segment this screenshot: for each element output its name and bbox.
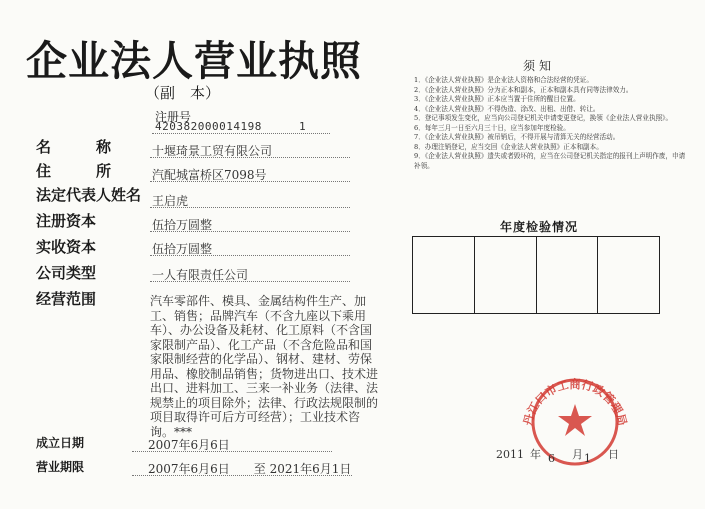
field-label-paid-capital: 实收资本 bbox=[36, 238, 97, 256]
issue-month-value: 6 bbox=[548, 452, 555, 465]
notice-list bbox=[414, 76, 686, 171]
field-rule bbox=[132, 451, 332, 452]
issue-day-unit: 日 bbox=[608, 448, 619, 461]
notice-item: 9．《企业法人营业执照》遗失或者毁坏的，应当在公司登记机关指定的报刊上声明作废，申请补领。 bbox=[414, 152, 686, 170]
document-subtitle: （副 本） bbox=[145, 84, 221, 102]
notice-item: 6．每年三月一日至六月三十日，应当参加年度检验。 bbox=[414, 123, 570, 132]
svg-text:丹江口市工商行政管理局: 丹江口市工商行政管理局 bbox=[520, 377, 630, 428]
notice-item: 7．《企业法人营业执照》被吊销后，不得开展与清算无关的经营活动。 bbox=[414, 133, 620, 141]
term-value: 2007年6月6日 至 2021年6月1日 bbox=[148, 462, 352, 476]
field-rule bbox=[150, 231, 350, 232]
issue-month-unit: 月 bbox=[572, 448, 583, 461]
field-value-reg-capital: 伍拾万圆整 bbox=[152, 218, 213, 232]
annual-check-title: 年度检验情况 bbox=[500, 220, 579, 234]
notice-item: 8．办理注销登记，应当交回《企业法人营业执照》正本和副本。 bbox=[414, 142, 603, 151]
field-label-name: 名 称 bbox=[36, 138, 112, 156]
issue-day-value: 1 bbox=[584, 452, 591, 465]
field-rule bbox=[150, 157, 350, 158]
field-rule bbox=[150, 181, 350, 182]
field-label-address: 住 所 bbox=[36, 162, 112, 180]
field-rule bbox=[132, 475, 352, 476]
field-value-name: 十堰琦景工贸有限公司 bbox=[152, 144, 273, 158]
notice-item: 3．《企业法人营业执照》正本应当置于住所的醒目位置。 bbox=[414, 95, 580, 103]
notice-item: 2．《企业法人营业执照》分为正本和副本，正本和副本具有同等法律效力。 bbox=[414, 85, 633, 94]
reg-no-rule bbox=[152, 133, 330, 134]
field-label-company-type: 公司类型 bbox=[36, 264, 97, 282]
field-rule bbox=[150, 207, 350, 208]
annual-check-cell bbox=[537, 237, 599, 313]
field-label-reg-capital: 注册资本 bbox=[36, 212, 97, 230]
field-value-legal-rep: 王启虎 bbox=[152, 194, 189, 208]
established-label: 成立日期 bbox=[36, 436, 85, 450]
business-scope-text: 汽车零部件、模具、金属结构件生产、加工、销售；品牌汽车（不含九座以下乘用车）、办公设备及耗材、化工原料（不含国家限制产品）、化工产品（不含危险品和国家限制经营的化学品）、钢材、建材、劳保用品、橡胶制品销售；货物进出口、技术进出口、进料加工、三来一补业务（法律、法规禁止的项目除外；法律、行政法规限制的项目取得许可后方可经营）；工业技术咨询。*** bbox=[150, 294, 379, 439]
reg-no-suffix: 1 bbox=[298, 120, 307, 133]
notice-title: 须知 bbox=[523, 59, 556, 73]
issue-year: 2011 年 bbox=[496, 448, 541, 461]
field-rule bbox=[150, 281, 350, 282]
field-label-legal-rep: 法定代表人姓名 bbox=[36, 186, 142, 204]
field-value-paid-capital: 伍拾万圆整 bbox=[152, 242, 213, 256]
annual-check-cell bbox=[475, 237, 537, 313]
term-label: 营业期限 bbox=[36, 460, 85, 474]
notice-item: 5．登记事项发生变化，应当向公司登记机关申请变更登记，换领《企业法人营业执照》。 bbox=[414, 114, 673, 122]
annual-check-grid bbox=[412, 236, 660, 314]
established-value: 2007年6月6日 bbox=[148, 438, 230, 452]
field-rule bbox=[150, 255, 350, 256]
reg-no-number: 420382000014198 bbox=[155, 120, 262, 133]
annual-check-cell bbox=[598, 237, 659, 313]
field-value-company-type: 一人有限责任公司 bbox=[152, 268, 249, 282]
reg-no-label: 注册号 bbox=[155, 110, 192, 124]
notice-item: 4．《企业法人营业执照》不得伪造、涂改、出租、出借、转让。 bbox=[414, 104, 600, 113]
annual-check-cell bbox=[413, 237, 475, 313]
document-title: 企业法人营业执照 bbox=[26, 37, 362, 85]
notice-item: 1．《企业法人营业执照》是企业法人资格和合法经营的凭证。 bbox=[414, 76, 593, 84]
field-label-business-scope: 经营范围 bbox=[36, 290, 97, 308]
field-value-address: 汽配城富桥区7098号 bbox=[152, 168, 267, 182]
reg-no-value bbox=[155, 120, 306, 133]
